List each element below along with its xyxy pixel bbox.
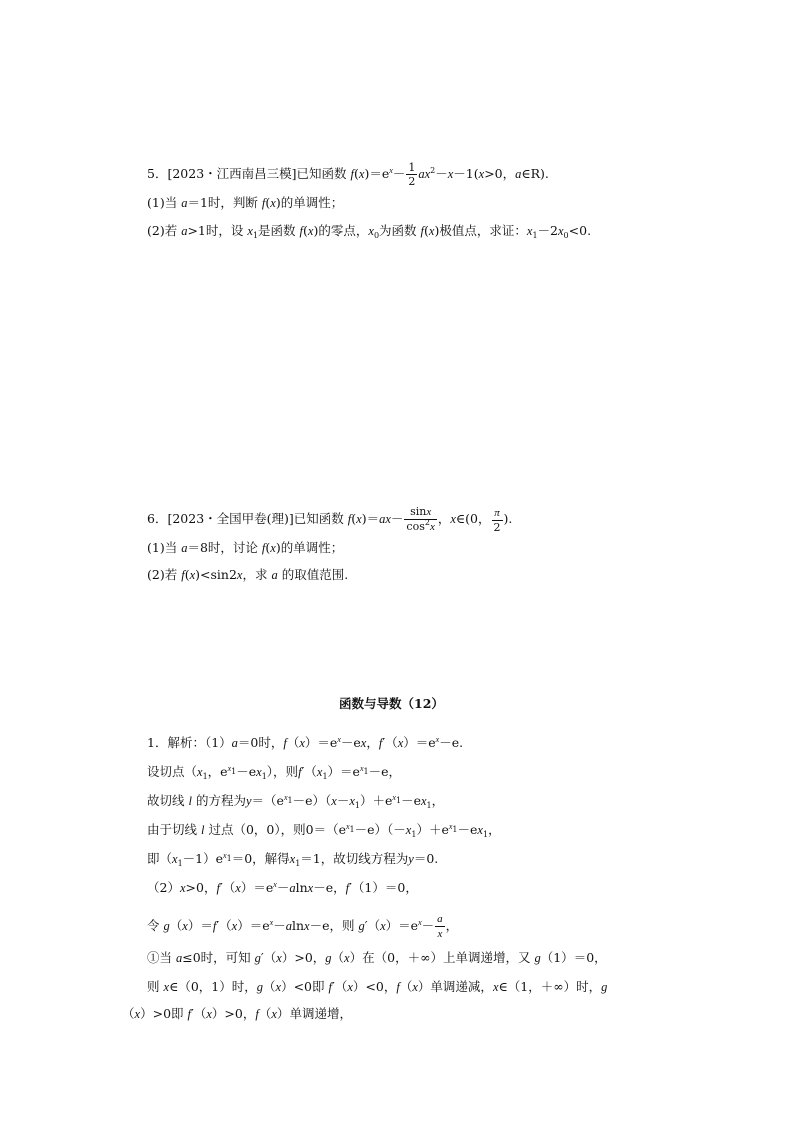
fraction-a-over-x: $\frac{a}{x}$ bbox=[437, 913, 443, 940]
solution-line-4: 由于切线 l 过点（0，0），则$0=(e^{x_1}-e)(-x_1)+e^{x_1}-ex_1$， bbox=[147, 822, 501, 839]
problem-6-statement: 6．[2023・全国甲卷(理)]已知函数 f(x)＝ax－ $\frac{\sin x}{\cos^2x}$ ，x∈(0， $\frac{\pi}{2}$ ). bbox=[147, 505, 513, 534]
problem-6-head: 6．[2023・全国甲卷(理)]已知函数 bbox=[147, 511, 344, 526]
solution-line-10: （x）>0即 f′（x）>0，f（x）单调递增， bbox=[122, 1006, 352, 1021]
problem-5-statement: 5．[2023・江西南昌三模]已知函数 $f(x)=e^x-$ $\frac{1}{2}$ $ax^2-x-1(x>0$，a∈R). bbox=[147, 161, 549, 188]
solution-line-6: （2）x>0，$f'(x)=e^x-alnx-e$，f′（1）＝0， bbox=[147, 880, 418, 895]
section-title: 函数与导数（12） bbox=[339, 696, 444, 711]
fraction-pi-over-2: $\frac{\pi}{2}$ bbox=[493, 506, 501, 534]
problem-5-part-1: (1)当 a＝1时，判断 f(x)的单调性； bbox=[147, 195, 344, 210]
problem-6-part-1: (1)当 a＝8时，讨论 f(x)的单调性； bbox=[147, 540, 344, 555]
solution-line-7: 令 $g(x)=f'(x)=e^x-alnx-e$，则 $g'(x)=e^x-$ $\frac{a}{x}$ ， bbox=[147, 913, 459, 940]
fraction-sin-over-cos2: $\frac{\sin x}{\cos^2x}$ bbox=[406, 505, 435, 533]
solution-line-5: 即$(x_1-1)e^{x_1}=0$，解得$x_1=1$，故切线方程为y＝0. bbox=[147, 851, 439, 868]
problem-6-part-2: (2)若 f(x)<sin2x，求 a 的取值范围. bbox=[147, 567, 349, 582]
solution-line-1: 1．解析：（1）a＝0时，$f(x)=e^x-ex$，$f'(x)=e^x-e$. bbox=[147, 735, 464, 750]
solution-line-9: 则 x∈（0，1）时，g（x）<0即 f′（x）<0，f（x）单调递减，x∈（1，＋∞）时，g bbox=[147, 979, 608, 994]
problem-5-part-2: (2)若 a>1时，设 $x_1$是函数 f(x)的零点，$x_0$为函数 f(x)极值点，求证：$x_1-2x_0<0$. bbox=[147, 223, 592, 240]
solution-line-3: 故切线 l 的方程为$y=(e^{x_1}-e)(x-x_1)+e^{x_1}-ex_1$， bbox=[147, 793, 445, 810]
solution-line-8: ①当 a≤0时，可知 g′（x）>0，g（x）在（0，＋∞）上单调递增，又 g（1）＝0， bbox=[147, 950, 607, 965]
problem-5-head: 5．[2023・江西南昌三模]已知函数 bbox=[147, 166, 347, 181]
solution-line-2: 设切点（$x_1$，$e^{x_1}-ex_1$），则$f'(x_1)=e^{x_1}-e$， bbox=[147, 764, 402, 781]
fraction-one-half: $\frac{1}{2}$ bbox=[408, 161, 416, 188]
